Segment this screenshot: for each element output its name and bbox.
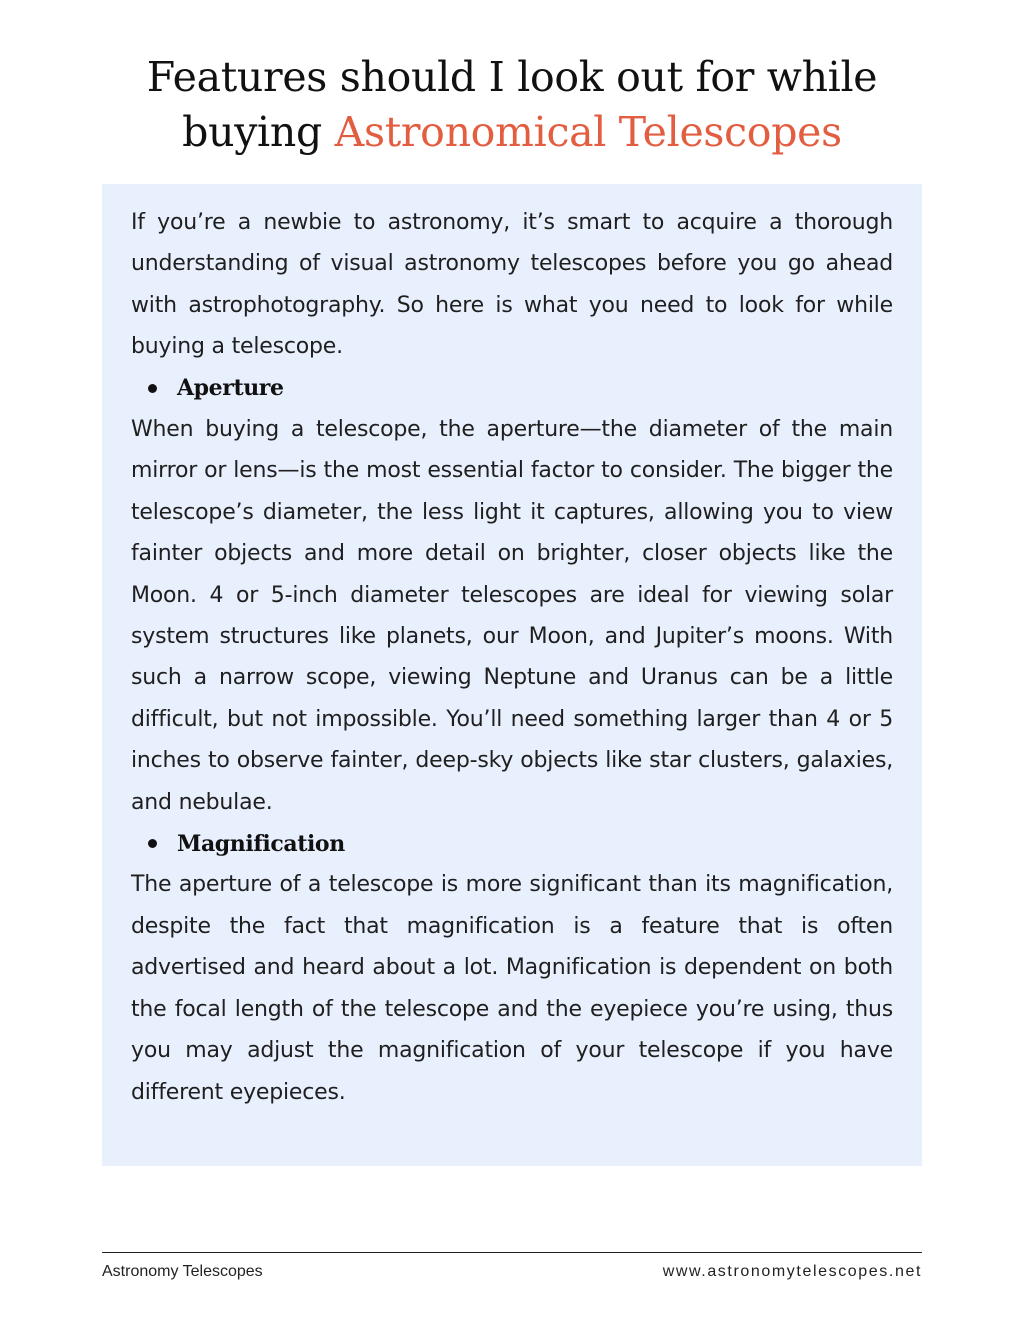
footer-site-name: Astronomy Telescopes (102, 1263, 263, 1280)
bullet-icon (148, 384, 157, 393)
footer-divider (102, 1252, 922, 1253)
footer-url: www.astronomytelescopes.net (662, 1263, 922, 1280)
section-heading-label: Magnification (177, 830, 345, 857)
intro-paragraph: If you’re a newbie to astronomy, it’s smart to acquire a thorough understanding of visual astronomy telescopes before you go ahead with astrophotography. So here is what you need to look for while buying a telescope. (131, 210, 893, 360)
title-line-1: Features should I look out for while (146, 53, 878, 101)
section-heading-magnification (131, 823, 893, 864)
section-body-aperture: When buying a telescope, the aperture—the diameter of the main mirror or lens—is the most essential factor to consider. The bigger the telescope’s diameter, the less light it captures, allowing you to view fainter objects and more detail on brighter, closer objects like the Moon. 4 or 5-inch diameter telescopes are ideal for viewing solar system structures like planets, our Moon, and Jupiter’s moons. With such a narrow scope, viewing Neptune and Uranus can be a little difficult, but not impossible. You’ll need something larger than 4 or 5 inches to observe fainter, deep-sky objects like star clusters, galaxies, and nebulae. (131, 417, 893, 815)
section-heading-aperture (131, 368, 893, 409)
page-title (0, 50, 1024, 160)
bullet-icon (148, 839, 157, 848)
content-panel (102, 184, 922, 1166)
section-heading-label: Aperture (177, 375, 284, 402)
title-line-2-prefix: buying (182, 108, 335, 156)
title-accent: Astronomical Telescopes (334, 108, 842, 156)
section-body-magnification: The aperture of a telescope is more significant than its magnification, despite the fact that magnification is a feature that is often advertised and heard about a lot. Magnification is dependent on both the focal length of the telescope and the eyepiece you’re using, thus you may adjust the magnification of your telescope if you have different eyepieces. (131, 872, 893, 1105)
